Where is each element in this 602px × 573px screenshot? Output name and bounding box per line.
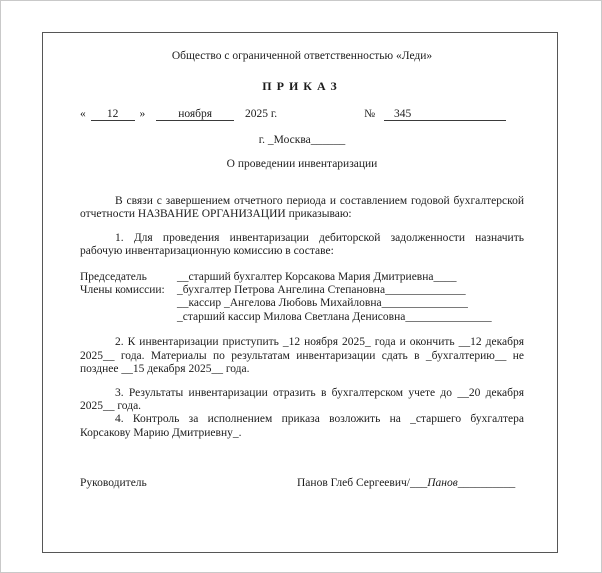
order-item-2: 2. К инвентаризации приступить _12 ноября 2025_ года и окончить __12 декабря 2025__ года. Материалы по результатам инвентаризации сдать в _бухгалтерию__ не позднее __15 декабря 2025__ года. — [80, 336, 524, 376]
order-number — [364, 108, 506, 121]
commission-row — [80, 271, 524, 284]
commission-row — [80, 284, 524, 297]
commission-chair-value: __старший бухгалтер Корсакова Мария Дмитриевна____ — [177, 270, 457, 283]
organization-name: Общество с ограниченной ответственностью «Леди» — [171, 50, 433, 62]
date-month-blank: ноября — [156, 108, 234, 121]
order-subject: О проведении инвентаризации — [226, 157, 378, 170]
commission-chair-label: Председатель — [80, 270, 147, 283]
commission-members-label: Члены комиссии: — [80, 284, 165, 297]
number-label: № — [364, 107, 376, 120]
signature-name-block — [297, 477, 515, 490]
document-title: ПРИКАЗ — [262, 79, 342, 94]
signer-full-name: Панов Глеб Сергеевич/ — [297, 477, 410, 490]
commission-member-value: _бухгалтер Петрова Ангелина Степановна______________ — [177, 284, 466, 297]
commission-member-value: __кассир _Ангелова Любовь Михайловна_______________ — [177, 297, 468, 310]
signature-line-after: __________ — [457, 477, 516, 490]
city-line: г. _Москва______ — [258, 134, 346, 147]
commission-member-value: _старший кассир Милова Светлана Денисовна_______________ — [177, 310, 492, 323]
order-date — [80, 108, 277, 121]
order-item-1: 1. Для проведения инвентаризации дебиторской задолженности назначить рабочую инвентаризационную комиссию в составе: — [80, 231, 524, 258]
signature-line-before: ___ — [409, 477, 428, 490]
signature-row — [80, 477, 524, 491]
order-item-4: 4. Контроль за исполнением приказа возложить на _старшего бухгалтера Корсакову Марию Дмитриевну_. — [80, 413, 524, 439]
commission-block — [80, 271, 524, 325]
date-day-blank: 12 — [91, 108, 135, 121]
number-value-blank: 345 — [384, 108, 506, 121]
order-item-3: 3. Результаты инвентаризации отразить в бухгалтерском учете до __20 декабря 2025__ года. — [80, 386, 524, 412]
intro-paragraph: В связи с завершением отчетного периода и составлением годовой бухгалтерской отчетности НАЗВАНИЕ ОРГАНИЗАЦИИ приказываю: — [80, 195, 524, 221]
date-number-row — [80, 108, 524, 121]
date-year: 2025 г. — [245, 107, 278, 120]
commission-row — [80, 297, 524, 310]
commission-row — [80, 311, 524, 324]
handwritten-signature: Панов — [427, 477, 458, 490]
order-document — [42, 32, 558, 553]
date-close-quote: » — [139, 107, 146, 120]
signature-role: Руководитель — [80, 477, 147, 490]
date-open-quote: « — [80, 107, 86, 120]
